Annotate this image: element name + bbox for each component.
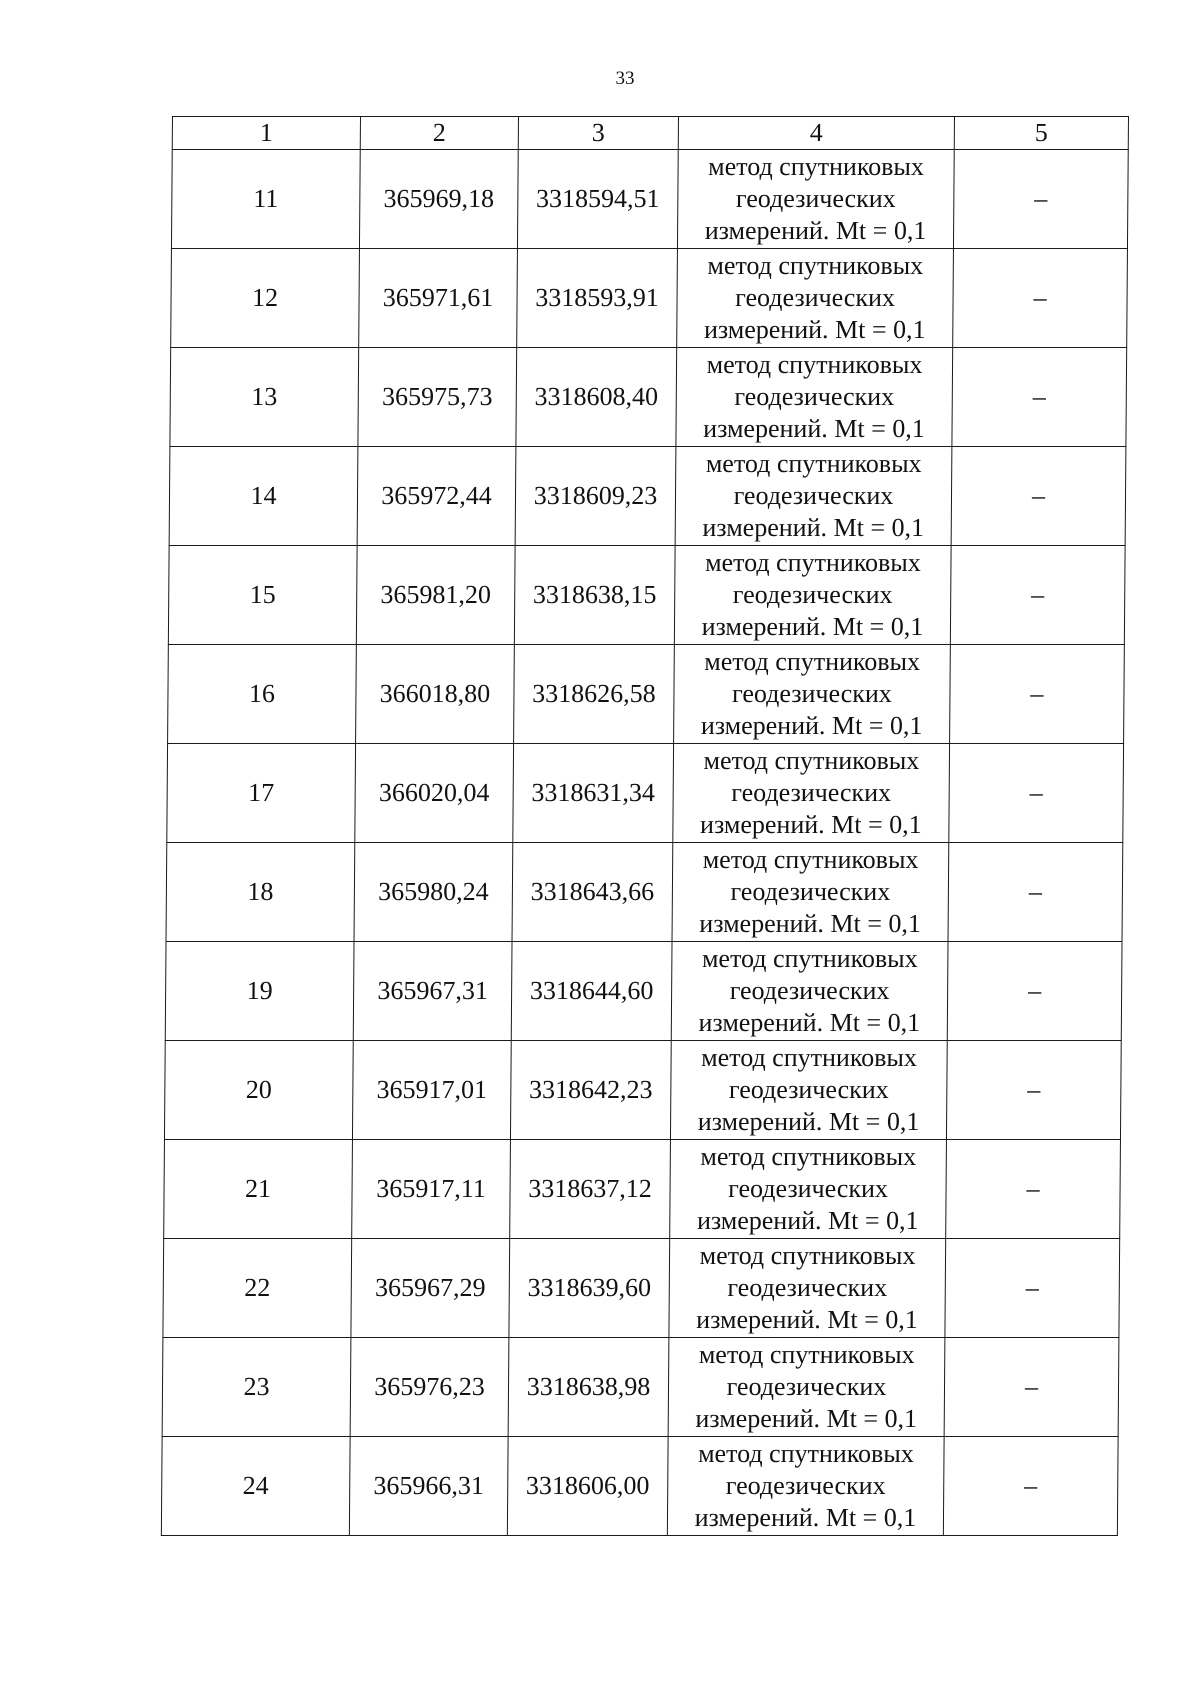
note-cell: – [951,447,1126,546]
y-coordinate-cell: 3318643,66 [512,843,673,942]
point-number-cell: 14 [169,447,358,546]
method-line: геодезических [729,976,890,1005]
coordinates-table [161,116,1129,1536]
method-line: геодезических [731,778,892,807]
y-coordinate-cell: 3318594,51 [517,150,678,249]
point-number-cell: 13 [170,348,359,447]
method-line: геодезических [735,283,896,312]
method-cell [677,249,954,348]
table-row [166,843,1123,942]
method-cell [672,843,949,942]
table-row [164,1041,1121,1140]
method-line: геодезических [726,1372,887,1401]
method-cell [674,645,951,744]
method-line: измерений. Mt = 0,1 [698,1008,921,1037]
x-coordinate-cell: 365966,31 [349,1437,508,1536]
method-cell [669,1239,946,1338]
y-coordinate-cell: 3318644,60 [511,942,672,1041]
table-row [168,645,1125,744]
x-coordinate-cell: 365976,23 [350,1338,509,1437]
method-line: метод спутниковых [700,1142,917,1171]
x-coordinate-cell: 365917,01 [352,1041,511,1140]
y-coordinate-cell: 3318609,23 [515,447,676,546]
x-coordinate-cell: 365967,31 [353,942,512,1041]
table-row [163,1239,1120,1338]
table-header-row [172,117,1128,150]
point-number-cell: 19 [165,942,354,1041]
x-coordinate-cell: 365980,24 [354,843,513,942]
point-number-cell: 15 [168,546,357,645]
y-coordinate-cell: 3318638,98 [508,1338,669,1437]
point-number-cell: 18 [166,843,355,942]
note-cell: – [952,348,1127,447]
table-row [168,546,1125,645]
method-line: измерений. Mt = 0,1 [697,1107,920,1136]
page-number: 33 [615,68,635,89]
point-number-cell: 11 [171,150,360,249]
table-row [170,348,1127,447]
method-line: метод спутниковых [706,350,923,379]
method-line: геодезических [733,481,894,510]
method-cell [668,1338,945,1437]
x-coordinate-cell: 365981,20 [356,546,515,645]
method-line: метод спутниковых [705,548,921,577]
method-line: измерений. Mt = 0,1 [695,1404,918,1433]
method-cell [677,150,954,249]
table-row [164,1140,1121,1239]
method-cell [670,1041,947,1140]
note-cell: – [953,249,1128,348]
y-coordinate-cell: 3318631,34 [513,744,674,843]
note-cell: – [943,1437,1118,1536]
table-row [162,1338,1119,1437]
x-coordinate-cell: 365972,44 [357,447,516,546]
y-coordinate-cell: 3318642,23 [510,1041,671,1140]
method-line: измерений. Mt = 0,1 [696,1305,918,1334]
method-line: геодезических [730,877,891,906]
point-number-cell: 20 [164,1041,353,1140]
x-coordinate-cell: 365971,61 [359,249,518,348]
column-header-2: 2 [360,117,518,150]
method-line: метод спутниковых [702,845,919,874]
x-coordinate-cell: 366018,80 [356,645,515,744]
method-line: геодезических [728,1075,889,1104]
table-row [169,447,1126,546]
method-line: метод спутниковых [701,944,918,973]
note-cell: – [948,843,1123,942]
method-line: метод спутниковых [703,746,920,775]
point-number-cell: 24 [161,1437,350,1536]
column-header-3: 3 [518,117,678,150]
point-number-cell: 12 [171,249,360,348]
y-coordinate-cell: 3318608,40 [516,348,677,447]
method-line: метод спутниковых [698,1439,914,1468]
method-cell [671,942,948,1041]
method-line: геодезических [734,382,895,411]
point-number-cell: 22 [163,1239,352,1338]
method-line: метод спутниковых [704,647,921,676]
method-cell [676,348,953,447]
method-line: измерений. Mt = 0,1 [699,909,922,938]
method-line: метод спутниковых [705,449,922,478]
method-line: геодезических [725,1471,886,1500]
method-line: измерений. Mt = 0,1 [702,513,925,542]
method-line: геодезических [735,184,896,213]
note-cell: – [946,1140,1121,1239]
x-coordinate-cell: 365967,29 [351,1239,510,1338]
column-header-1: 1 [172,117,360,150]
y-coordinate-cell: 3318606,00 [507,1437,668,1536]
method-cell [670,1140,947,1239]
method-line: измерений. Mt = 0,1 [703,315,926,344]
x-coordinate-cell: 366020,04 [355,744,514,843]
column-header-4: 4 [678,117,954,150]
point-number-cell: 21 [164,1140,353,1239]
y-coordinate-cell: 3318638,15 [514,546,675,645]
method-line: измерений. Mt = 0,1 [700,711,923,740]
method-line: метод спутниковых [701,1043,918,1072]
method-line: геодезических [727,1273,888,1302]
method-line: геодезических [728,1174,889,1203]
method-line: метод спутниковых [707,251,924,280]
method-cell [675,447,952,546]
point-number-cell: 16 [168,645,357,744]
method-line: метод спутниковых [708,152,925,181]
y-coordinate-cell: 3318626,58 [514,645,675,744]
table-row [165,942,1122,1041]
note-cell: – [950,645,1125,744]
note-cell: – [944,1338,1119,1437]
method-line: геодезических [731,679,892,708]
method-cell [673,744,950,843]
note-cell: – [950,546,1125,645]
y-coordinate-cell: 3318593,91 [517,249,678,348]
method-line: измерений. Mt = 0,1 [700,810,922,839]
method-line: измерений. Mt = 0,1 [703,414,925,443]
x-coordinate-cell: 365975,73 [358,348,517,447]
method-line: измерений. Mt = 0,1 [701,612,924,641]
note-cell: – [946,1041,1121,1140]
y-coordinate-cell: 3318637,12 [510,1140,671,1239]
x-coordinate-cell: 365969,18 [359,150,518,249]
y-coordinate-cell: 3318639,60 [509,1239,670,1338]
note-cell: – [949,744,1124,843]
method-cell [674,546,951,645]
note-cell: – [953,150,1128,249]
column-header-5: 5 [954,117,1128,150]
note-cell: – [947,942,1122,1041]
method-line: метод спутниковых [699,1241,916,1270]
table-row [161,1437,1118,1536]
table-row [167,744,1124,843]
table-row [171,249,1128,348]
method-line: измерений. Mt = 0,1 [694,1503,917,1532]
table-row [171,150,1128,249]
method-line: измерений. Mt = 0,1 [704,216,927,245]
method-line: измерений. Mt = 0,1 [696,1206,919,1235]
x-coordinate-cell: 365917,11 [352,1140,511,1239]
method-line: геодезических [732,580,893,609]
point-number-cell: 23 [162,1338,351,1437]
note-cell: – [945,1239,1120,1338]
method-line: метод спутниковых [698,1340,915,1369]
method-cell [667,1437,944,1536]
point-number-cell: 17 [167,744,356,843]
